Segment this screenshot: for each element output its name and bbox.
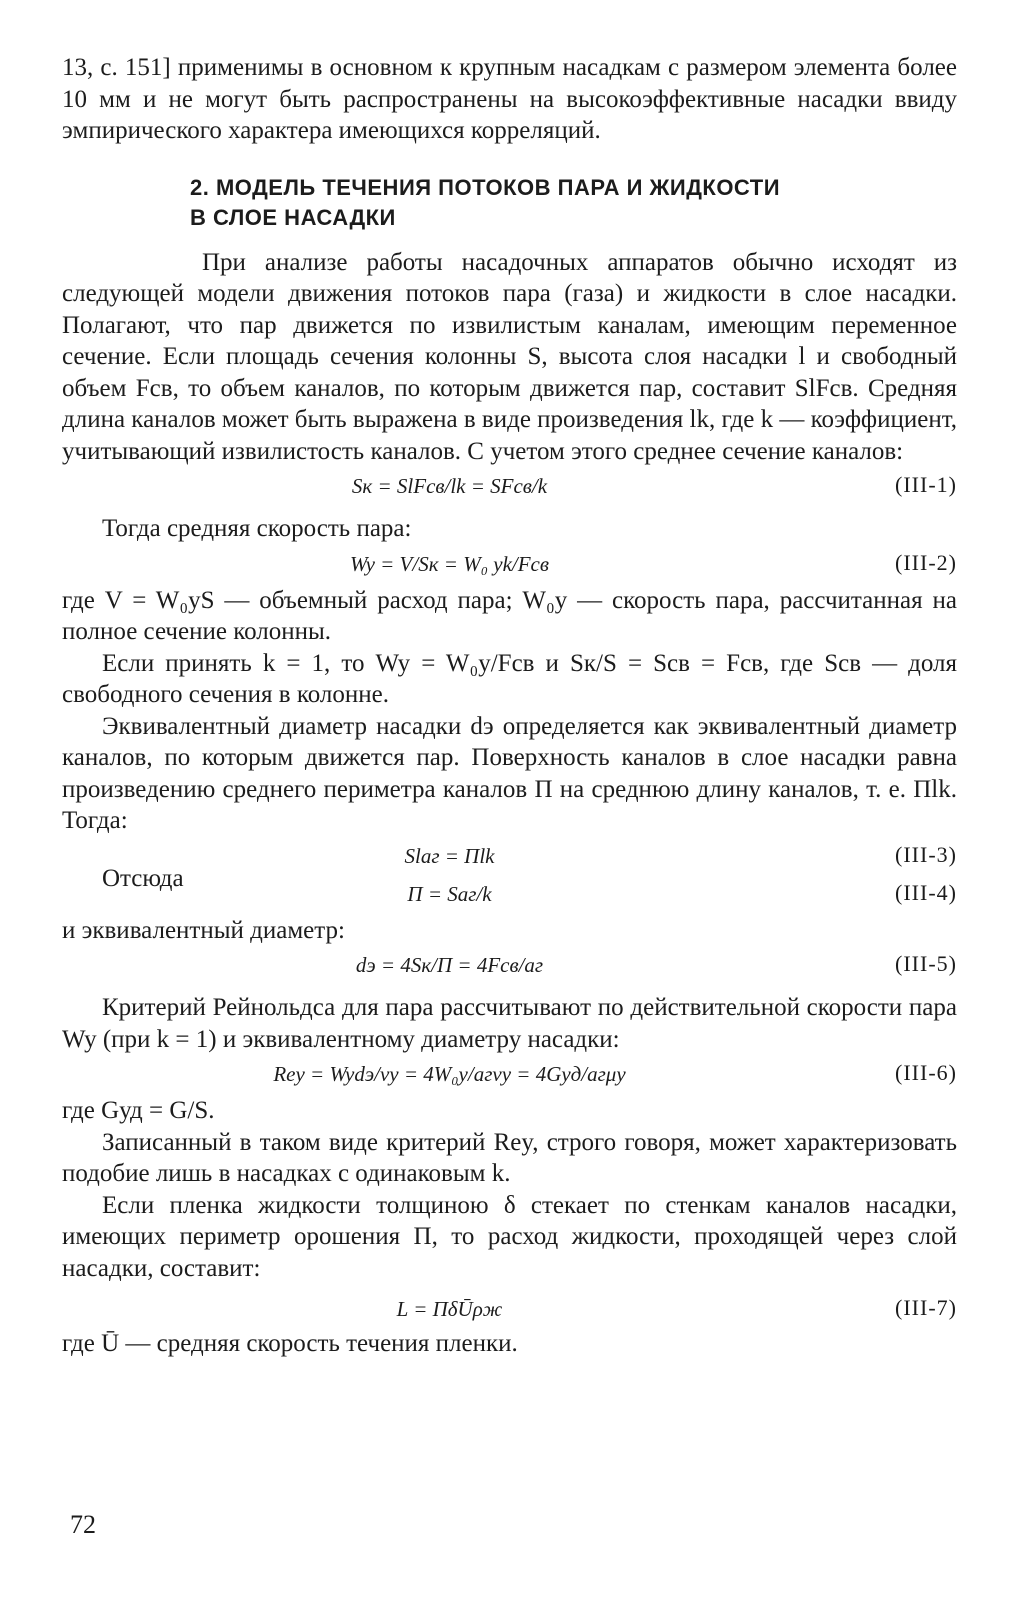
equation-iii-4	[62, 864, 957, 913]
equation-iii-3	[62, 839, 957, 875]
paragraph-film-flow: Если пленка жидкости толщиною δ стекает по стенкам каналов насадки, имеющих периметр орошения П, то расход жидкости, проходящей через слой насадки, составит:	[62, 1191, 957, 1282]
paragraph-volume-flow: где V = W₀yS — объемный расход пара; W₀y — скорость пара, рассчитанная на полное сечение колонны.	[62, 586, 957, 645]
equation-number: (III-4)	[895, 879, 957, 905]
page-body	[62, 52, 957, 1360]
equation-formula: Sк = SlFсв/lk = SFсв/k	[351, 474, 548, 498]
equation-number: (III-2)	[895, 549, 957, 575]
paragraph-film-velocity: где Ū — средняя скорость течения пленки.	[62, 1330, 518, 1357]
equation-formula: dэ = 4Sк/П = 4Fсв/aг	[355, 953, 544, 977]
equation-iii-5	[62, 948, 957, 984]
paragraph-specific-flow: где Gуд = G/S.	[62, 1097, 215, 1124]
paragraph-diameter-intro: и эквивалентный диаметр:	[62, 916, 345, 944]
equation-number: (III-6)	[895, 1060, 957, 1085]
equation-formula: L = ПδŪρж	[396, 1297, 503, 1321]
equation-iii-2	[62, 547, 957, 583]
paragraph-intro-continuation: 13, с. 151] применимы в основном к крупным насадкам с размером элемента более 10 мм и не могут быть распространены на высокоэффективные насадки ввиду эмпирического характера имеющихся корреляций.	[62, 54, 957, 144]
page-number: 72	[70, 1510, 96, 1539]
equation-iii-6	[62, 1057, 957, 1093]
equation-formula: П = Saг/k	[407, 881, 492, 906]
equation-iii-7	[62, 1286, 957, 1326]
equation-number: (III-1)	[895, 472, 957, 497]
equation-formula: Wy = V/Sк = W₀ yk/Fсв	[350, 551, 549, 576]
paragraph-reynolds-criterion: Критерий Рейнольдса для пара рассчитывают по действительной скорости пара Wy (при k = 1) и эквивалентному диаметру насадки:	[62, 994, 957, 1053]
equation-lead-text: Отсюда	[102, 864, 184, 892]
equation-number: (III-5)	[895, 951, 957, 976]
section-heading	[62, 173, 957, 233]
paragraph-velocity-intro: Тогда средняя скорость пара:	[102, 515, 412, 542]
equation-iii-1	[62, 469, 957, 505]
equation-formula: Slaг = Пlk	[404, 843, 495, 868]
equation-number: (III-7)	[895, 1295, 957, 1320]
paragraph-similarity-note: Записанный в таком виде критерий Rey, строго говоря, может характеризовать подобие лишь в насадках с одинаковым k.	[62, 1128, 957, 1187]
equation-number: (III-3)	[895, 841, 957, 867]
paragraph-model-description: При анализе работы насадочных аппаратов обычно исходят из следующей модели движения потоков пара (газа) и жидкости в слое насадки. Полагают, что пар движется по извилистым каналам, имеющим переменное сечение. Если площадь сечения колонны S, высота слоя насадки l и свободный объем Fсв, то объем каналов, по которым движется пар, составит SlFсв. Средняя длина каналов может быть выражена в виде произведения lk, где k — коэффициент, учитывающий извилистость каналов. С учетом этого среднее сечение каналов:	[62, 248, 957, 465]
paragraph-k-equals-one: Если принять k = 1, то Wy = W₀y/Fсв и Sк/S = Sсв = Fсв, где Sсв — доля свободного сечения в колонне.	[62, 649, 957, 708]
equation-formula: Rey = Wydэ/νy = 4W₀y/aгνy = 4Gуд/aгμy	[273, 1062, 626, 1086]
paragraph-equivalent-diameter: Эквивалентный диаметр насадки dэ определяется как эквивалентный диаметр каналов, по которым движется пар. Поверхность каналов в слое насадки равна произведению среднего периметра каналов П на среднюю длину каналов, т. е. Пlk. Тогда:	[62, 712, 957, 834]
section-heading-line-1: 2. МОДЕЛЬ ТЕЧЕНИЯ ПОТОКОВ ПАРА И ЖИДКОСТИ	[190, 174, 781, 200]
section-heading-line-2: В СЛОЕ НАСАДКИ	[190, 204, 396, 230]
